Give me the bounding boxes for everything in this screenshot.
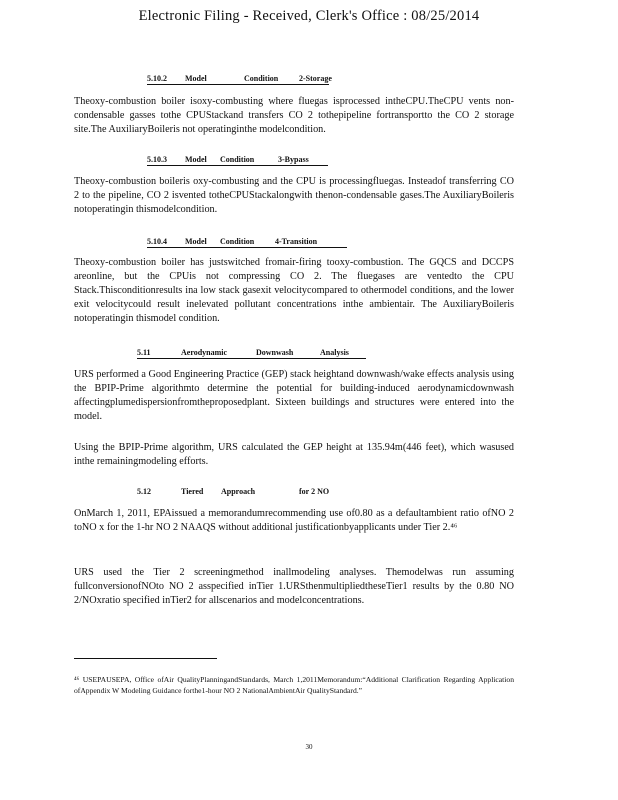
heading-word: Model bbox=[185, 155, 207, 164]
section-heading-5-11 bbox=[137, 348, 366, 359]
page-number: 30 bbox=[305, 743, 313, 751]
heading-number: 5.10.4 bbox=[147, 237, 167, 246]
heading-word: Tiered bbox=[181, 487, 204, 496]
heading-word: Condition bbox=[220, 237, 255, 246]
filing-header: Electronic Filing - Received, Clerk's Office : 08/25/2014 bbox=[138, 8, 480, 24]
paragraph-5-11-b: Using the BPIP-Prime algorithm, URS calculated the GEP height at 135.94m(446 feet), which wasused inthe remainingmodeling efforts. bbox=[74, 442, 514, 467]
heading-word: Aerodynamic bbox=[181, 348, 228, 357]
heading-word: Condition bbox=[244, 74, 279, 83]
heading-word: Approach bbox=[221, 487, 256, 496]
paragraph-5-11-a: URS performed a Good Engineering Practice (GEP) stack heightand downwash/wake effects analysis using the BPIP-Prime algorithmto determine the potential for building-induced aerodynamicdownwash affectingplumedispersionfromtheproposedplant. Sixteen buildings and structures were entered into the model. bbox=[74, 369, 514, 422]
heading-word: Downwash bbox=[256, 348, 294, 357]
section-heading-5-10-4 bbox=[147, 237, 347, 248]
section-heading-5-12 bbox=[137, 487, 339, 497]
heading-word: 4-Transition bbox=[275, 237, 318, 246]
heading-number: 5.11 bbox=[137, 348, 151, 357]
heading-word: Condition bbox=[220, 155, 255, 164]
heading-number: 5.10.3 bbox=[147, 155, 167, 164]
heading-word: Model bbox=[185, 237, 207, 246]
heading-word: 2-Storage bbox=[299, 74, 332, 83]
heading-word: Analysis bbox=[320, 348, 349, 357]
paragraph-5-12-a: OnMarch 1, 2011, EPAissued a memorandumrecommending use of0.80 as a defaultambient ratio ofNO 2 toNO x for the 1-hr NO 2 NAAQS without additional justificationbyapplicants under Tier 2.⁴⁶ bbox=[74, 508, 514, 533]
heading-word: for 2 NO bbox=[299, 487, 330, 496]
heading-word: Model bbox=[185, 74, 207, 83]
heading-word: 3-Bypass bbox=[278, 155, 309, 164]
footnote-46: ⁴⁶ USEPAUSEPA, Office ofAir QualityPlanningandStandards, March 1,2011Memorandum:“Additional Clarification Regarding Application ofAppendix W Modeling Guidance forthe1-hour NO 2 NationalAmbientAir QualityStandard.” bbox=[74, 675, 514, 695]
heading-number: 5.12 bbox=[137, 487, 151, 496]
heading-number: 5.10.2 bbox=[147, 74, 167, 83]
paragraph-5-10-2: Theoxy-combustion boiler isoxy-combusting where fluegas isprocessed intheCPU.TheCPU vents non-condensable gasses tothe CPUStackand transfers CO 2 tothepipeline fortransportto the CO 2 storage site.The AuxiliaryBoileris not operatinginthe modelcondition. bbox=[74, 96, 514, 135]
section-heading-5-10-3 bbox=[147, 155, 328, 166]
paragraph-5-10-4: Theoxy-combustion boiler has justswitched fromair-firing tooxy-combustion. The GQCS and DCCPS areonline, but the CPUis not compressing CO 2. The fluegases are ventedto the CPU Stack.Thisconditionresults ina low stack gasexit velocitycompared to othermodel conditions, and the lower exit velocitycould result inelevated pollutant concentrations inthe ambientair. The AuxiliaryBoileris notoperatingin thismodel condition. bbox=[74, 257, 514, 324]
section-heading-5-10-2 bbox=[147, 74, 332, 85]
footnote-divider bbox=[74, 658, 217, 659]
paragraph-5-12-b: URS used the Tier 2 screeningmethod inallmodeling analyses. Themodelwas run assuming fullconversionofNOto NO 2 asspecified inTier 1.URSthenmultipliedtheseTier1 results by the 0.80 NO 2/NOxratio specified inTier2 for allscenarios and modelconcentrations. bbox=[74, 567, 514, 606]
paragraph-5-10-3: Theoxy-combustion boileris oxy-combusting and the CPU is processingfluegas. Insteadof transferring CO 2 to the pipeline, CO 2 isvented totheCPUStackalongwith thenon-condensable gases.The AuxiliaryBoileris notoperatingin thismodelcondition. bbox=[74, 176, 514, 215]
